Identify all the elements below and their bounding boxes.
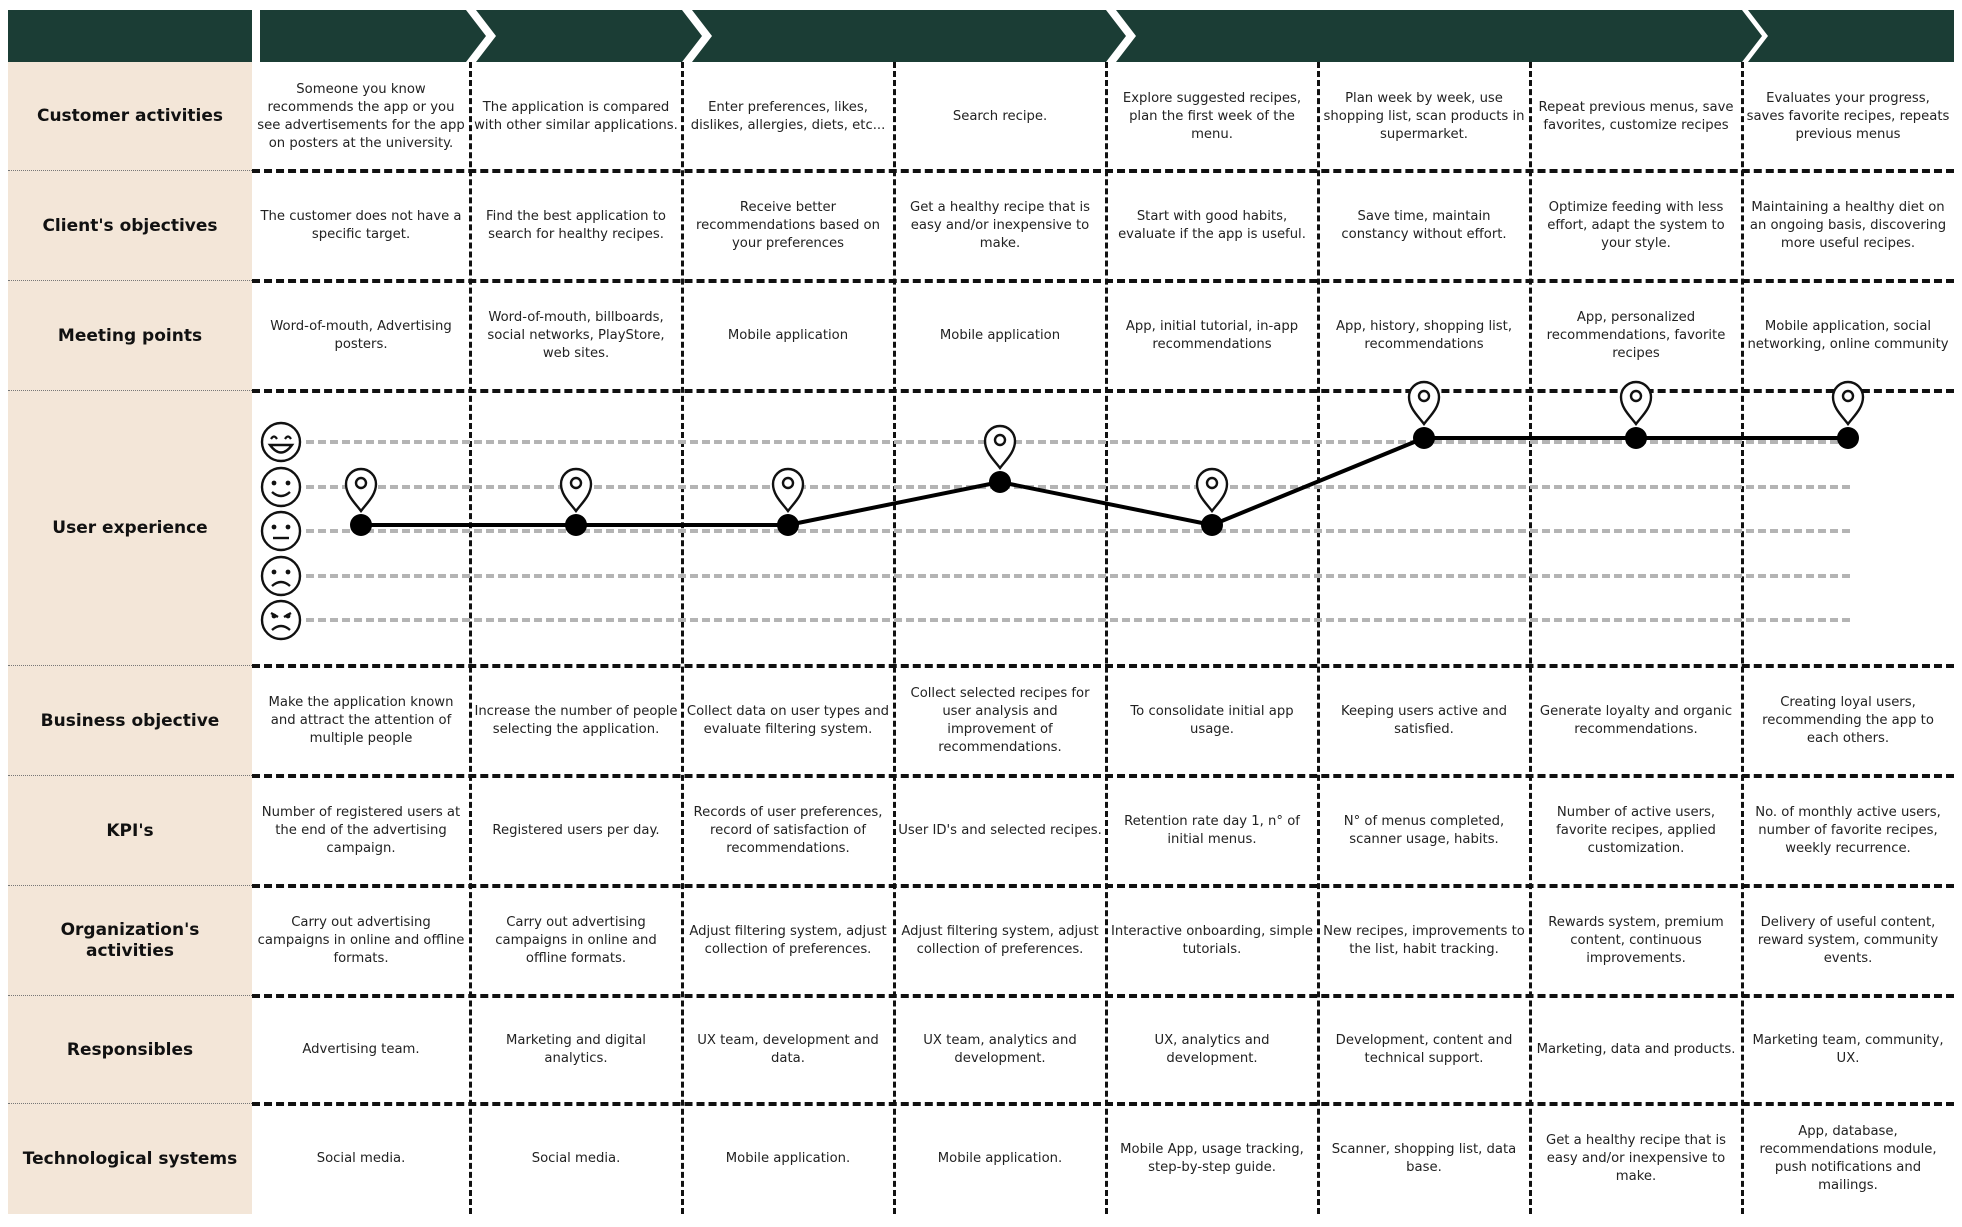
experience-point	[777, 514, 799, 536]
kpis-cell: Records of user preferences, record of satisfaction of recommendations.	[693, 805, 883, 856]
location-pin-icon	[561, 469, 591, 511]
organizations-activities-cell: Rewards system, premium content, continuous improvements.	[1548, 915, 1724, 966]
customer-activities-cell: Search recipe.	[952, 108, 1048, 124]
business-objective-cell: Keeping users active and satisfied.	[1340, 704, 1508, 737]
row-label-technological-systems: Technological systems	[22, 1148, 238, 1169]
location-pin-icon	[1833, 382, 1863, 424]
location-pin-icon	[985, 426, 1015, 468]
clients-objectives-cell: Get a healthy recipe that is easy and/or inexpensive to make.	[909, 200, 1091, 251]
kpis-cell: Retention rate day 1, n° of initial menus.	[1124, 814, 1300, 847]
organizations-activities-cell: Interactive onboarding, simple tutorials.	[1110, 924, 1314, 957]
clients-objectives-cell: Save time, maintain constancy without effort.	[1341, 209, 1507, 242]
customer-activities-cell: Evaluates your progress, saves favorite recipes, repeats previous menus	[1746, 90, 1950, 142]
experience-point	[1837, 427, 1859, 449]
meeting-points-cell: App, initial tutorial, in-app recommendations	[1125, 319, 1299, 352]
business-objective-cell: Generate loyalty and organic recommendations.	[1539, 704, 1733, 737]
responsibles-cell: Development, content and technical support.	[1335, 1033, 1513, 1066]
face-eye-right	[286, 570, 291, 575]
organizations-activities-cell: Carry out advertising campaigns in online and offline formats.	[257, 915, 465, 966]
technological-systems-cell: Mobile application.	[725, 1151, 851, 1166]
clients-objectives-cell: Optimize feeding with less effort, adapt the system to your style.	[1547, 200, 1725, 251]
clients-objectives-cell: Start with good habits, evaluate if the app is useful.	[1118, 209, 1306, 242]
customer-activities-cell: Someone you know recommends the app or you see advertisements for the app on posters at the university.	[257, 81, 465, 151]
face-eye-left	[272, 614, 277, 619]
meeting-points-cell: App, personalized recommendations, favorite recipes	[1546, 310, 1726, 361]
responsibles-cell: Marketing and digital analytics.	[506, 1033, 646, 1066]
technological-systems-cell: Mobile application.	[937, 1151, 1063, 1166]
business-objective-cell: Collect data on user types and evaluate filtering system.	[686, 704, 890, 737]
meeting-points-cell: Mobile application, social networking, online community	[1747, 319, 1949, 352]
very-happy-face-icon	[262, 423, 300, 461]
experience-point	[1625, 427, 1647, 449]
responsibles-cell: UX, analytics and development.	[1154, 1033, 1270, 1066]
kpis-cell: N° of menus completed, scanner usage, habits.	[1343, 814, 1505, 847]
experience-point	[350, 514, 372, 536]
location-pin-icon	[346, 469, 376, 511]
face-eye-left	[272, 481, 277, 486]
technological-systems-cell: App, database, recommendations module, push notifications and mailings.	[1759, 1124, 1937, 1193]
experience-point	[989, 471, 1011, 493]
clients-objectives-cell: Receive better recommendations based on your preferences	[696, 200, 880, 251]
location-pin-icon	[1409, 382, 1439, 424]
row-label-clients-objectives: Client's objectives	[42, 215, 218, 236]
row-label-meeting-points: Meeting points	[57, 325, 203, 346]
phase-header-label-shape	[8, 10, 252, 62]
row-label-business-objective: Business objective	[40, 710, 220, 731]
angry-face-icon	[262, 601, 300, 639]
meeting-points-cell: Word-of-mouth, Advertising posters.	[270, 319, 452, 352]
meeting-points-cell: App, history, shopping list, recommendations	[1335, 319, 1513, 352]
clients-objectives-cell: Maintaining a healthy diet on an ongoing basis, discovering more useful recipes.	[1749, 200, 1947, 251]
business-objective-cell: Increase the number of people selecting the application.	[474, 704, 678, 737]
face-eye-right	[286, 525, 291, 530]
responsibles-cell: UX team, analytics and development.	[923, 1033, 1077, 1066]
face-eye-left	[272, 570, 277, 575]
customer-activities-cell: Repeat previous menus, save favorites, customize recipes	[1538, 99, 1734, 133]
experience-point	[1413, 427, 1435, 449]
row-label-user-experience: User experience	[52, 518, 208, 538]
meeting-points-cell: Mobile application	[727, 328, 849, 343]
phase-fidelity-shape	[1748, 10, 1954, 62]
organizations-activities-cell: Adjust filtering system, adjust collection of preferences.	[689, 924, 887, 957]
customer-activities-cell: The application is compared with other similar applications.	[474, 99, 678, 133]
technological-systems-cell: Scanner, shopping list, data base.	[1331, 1142, 1517, 1175]
phase-decisions-shape	[692, 10, 1126, 62]
responsibles-cell: Marketing team, community, UX.	[1752, 1033, 1944, 1066]
organizations-activities-cell: Delivery of useful content, reward system, community events.	[1757, 915, 1939, 966]
clients-objectives-cell: Find the best application to search for healthy recipes.	[486, 209, 666, 242]
customer-activities-cell: Explore suggested recipes, plan the first week of the menu.	[1122, 90, 1302, 142]
customer-activities-cell: Plan week by week, use shopping list, scan products in supermarket.	[1323, 90, 1525, 142]
organizations-activities-cell: Adjust filtering system, adjust collection of preferences.	[901, 924, 1099, 957]
row-label-customer-activities: Customer activities	[36, 106, 224, 126]
neutral-face-icon	[262, 512, 300, 550]
kpis-cell: User ID's and selected recipes.	[898, 823, 1102, 838]
clients-objectives-cell: The customer does not have a specific target.	[260, 209, 462, 242]
responsibles-cell: UX team, development and data.	[697, 1033, 879, 1066]
location-pin-icon	[773, 469, 803, 511]
business-objective-cell: To consolidate initial app usage.	[1130, 704, 1294, 737]
phase-considerations-shape	[476, 10, 702, 62]
row-label-responsibles: Responsibles	[66, 1039, 194, 1060]
row-label-organizations-activities: Organization's activities	[60, 920, 200, 961]
phase-meet-the-app-shape	[260, 10, 486, 62]
technological-systems-cell: Mobile App, usage tracking, step-by-step guide.	[1120, 1142, 1304, 1175]
business-objective-cell: Make the application known and attract the attention of multiple people	[268, 695, 454, 746]
face-eye-right	[286, 481, 291, 486]
happy-face-icon	[262, 468, 300, 506]
row-label-kpis: KPI's	[106, 820, 154, 841]
meeting-points-cell: Mobile application	[939, 328, 1061, 343]
location-pin-icon	[1197, 469, 1227, 511]
customer-activities-cell: Enter preferences, likes, dislikes, allergies, diets, etc...	[690, 99, 886, 133]
kpis-cell: No. of monthly active users, number of favorite recipes, weekly recurrence.	[1755, 805, 1941, 856]
meeting-points-cell: Word-of-mouth, billboards, social networks, PlayStore, web sites.	[487, 310, 665, 361]
business-objective-cell: Collect selected recipes for user analysis and improvement of recommendations.	[910, 686, 1090, 755]
organizations-activities-cell: New recipes, improvements to the list, habit tracking.	[1323, 924, 1525, 957]
organizations-activities-cell: Carry out advertising campaigns in online and offline formats.	[495, 915, 657, 966]
location-pin-icon	[1621, 382, 1651, 424]
experience-point	[565, 514, 587, 536]
phase-use-shape	[1116, 10, 1762, 62]
technological-systems-cell: Social media.	[316, 1151, 406, 1166]
kpis-cell: Number of active users, favorite recipes, applied customization.	[1556, 805, 1716, 856]
technological-systems-cell: Social media.	[531, 1151, 621, 1166]
kpis-cell: Number of registered users at the end of the advertising campaign.	[261, 805, 461, 856]
experience-point	[1201, 514, 1223, 536]
sad-face-icon	[262, 557, 300, 595]
technological-systems-cell: Get a healthy recipe that is easy and/or inexpensive to make.	[1545, 1133, 1727, 1184]
responsibles-cell: Marketing, data and products.	[1536, 1042, 1736, 1057]
face-eye-left	[272, 525, 277, 530]
business-objective-cell: Creating loyal users, recommending the app to each others.	[1762, 695, 1934, 746]
face-eye-right	[286, 614, 291, 619]
kpis-cell: Registered users per day.	[492, 823, 660, 838]
responsibles-cell: Advertising team.	[302, 1042, 420, 1057]
